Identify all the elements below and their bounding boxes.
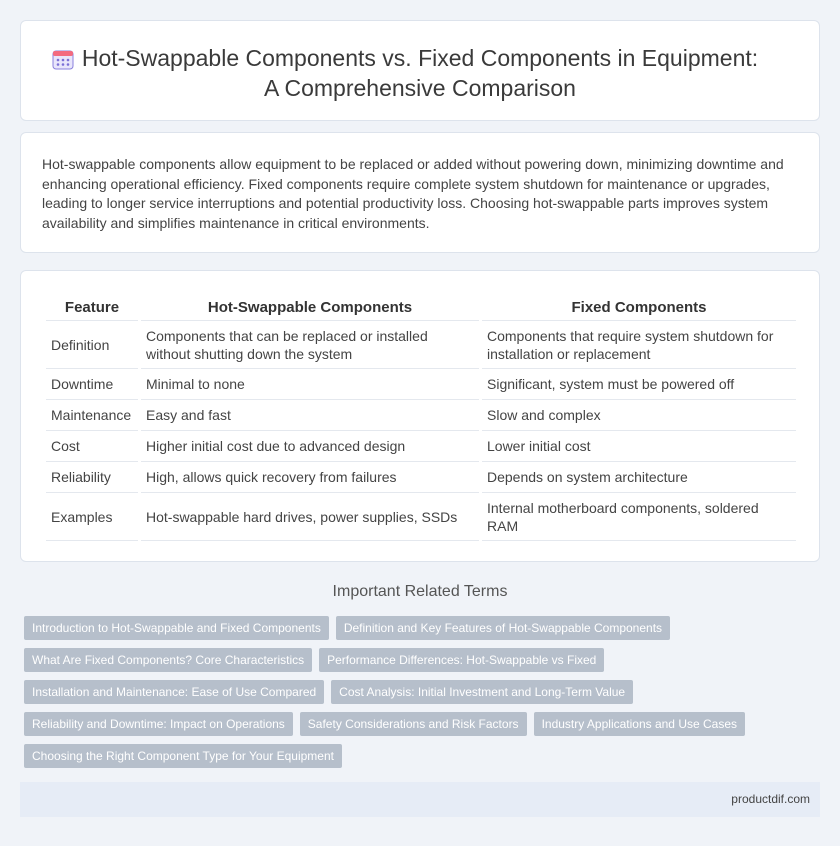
related-term-tag[interactable]: Choosing the Right Component Type for Your Equipment	[24, 744, 342, 768]
table-row	[46, 369, 796, 400]
footer	[20, 782, 820, 817]
table-row	[46, 462, 796, 493]
table-cell: Examples	[46, 493, 138, 541]
table-row	[46, 400, 796, 431]
related-term-tag[interactable]: Introduction to Hot-Swappable and Fixed Components	[24, 616, 329, 640]
table-cell: Cost	[46, 431, 138, 462]
table-cell: Higher initial cost due to advanced design	[141, 431, 479, 462]
intro-card	[20, 132, 820, 253]
table-header-row	[46, 295, 796, 321]
related-terms-list	[24, 616, 804, 768]
footer-site-link[interactable]: productdif.com	[731, 792, 810, 806]
column-header-fixed: Fixed Components	[482, 295, 796, 321]
related-term-tag[interactable]: Definition and Key Features of Hot-Swappable Components	[336, 616, 670, 640]
table-cell: Reliability	[46, 462, 138, 493]
table-cell: Depends on system architecture	[482, 462, 796, 493]
table-cell: Downtime	[46, 369, 138, 400]
related-term-tag[interactable]: Industry Applications and Use Cases	[534, 712, 745, 736]
table-cell: Slow and complex	[482, 400, 796, 431]
related-term-tag[interactable]: Reliability and Downtime: Impact on Operations	[24, 712, 293, 736]
related-term-tag[interactable]: Safety Considerations and Risk Factors	[300, 712, 527, 736]
table-cell: Hot-swappable hard drives, power supplies, SSDs	[141, 493, 479, 541]
table-cell: Significant, system must be powered off	[482, 369, 796, 400]
column-header-hot-swappable: Hot-Swappable Components	[141, 295, 479, 321]
table-row	[46, 321, 796, 369]
related-terms-title: Important Related Terms	[332, 583, 508, 600]
header-card	[20, 20, 820, 121]
intro-text: Hot-swappable components allow equipment to be replaced or added without powering down, minimizing downtime and enhancing operational efficiency. Fixed components require complete system shutdown for maintenance or upgrades, leading to longer service interruptions and potential productivity loss. Choosing hot-swappable parts improves system availability and simplifies maintenance in critical environments.	[42, 156, 784, 231]
table-cell: Definition	[46, 321, 138, 369]
comparison-table	[43, 295, 799, 541]
table-cell: High, allows quick recovery from failures	[141, 462, 479, 493]
table-cell: Internal motherboard components, soldered RAM	[482, 493, 796, 541]
page-title	[21, 43, 819, 103]
table-cell: Maintenance	[46, 400, 138, 431]
table-cell: Easy and fast	[141, 400, 479, 431]
table-cell: Minimal to none	[141, 369, 479, 400]
related-term-tag[interactable]: Performance Differences: Hot-Swappable vs Fixed	[319, 648, 604, 672]
table-cell: Lower initial cost	[482, 431, 796, 462]
page-title-line-2: A Comprehensive Comparison	[264, 75, 576, 101]
page-title-line-1: Hot-Swappable Components vs. Fixed Components in Equipment:	[81, 45, 759, 71]
related-term-tag[interactable]: What Are Fixed Components? Core Characteristics	[24, 648, 312, 672]
related-term-tag[interactable]: Cost Analysis: Initial Investment and Long-Term Value	[331, 680, 633, 704]
table-cell: Components that can be replaced or installed without shutting down the system	[141, 321, 479, 369]
table-row	[46, 431, 796, 462]
table-row	[46, 493, 796, 541]
table-cell: Components that require system shutdown for installation or replacement	[482, 321, 796, 369]
related-term-tag[interactable]: Installation and Maintenance: Ease of Use Compared	[24, 680, 324, 704]
column-header-feature: Feature	[46, 295, 138, 321]
comparison-table-card	[20, 270, 820, 562]
